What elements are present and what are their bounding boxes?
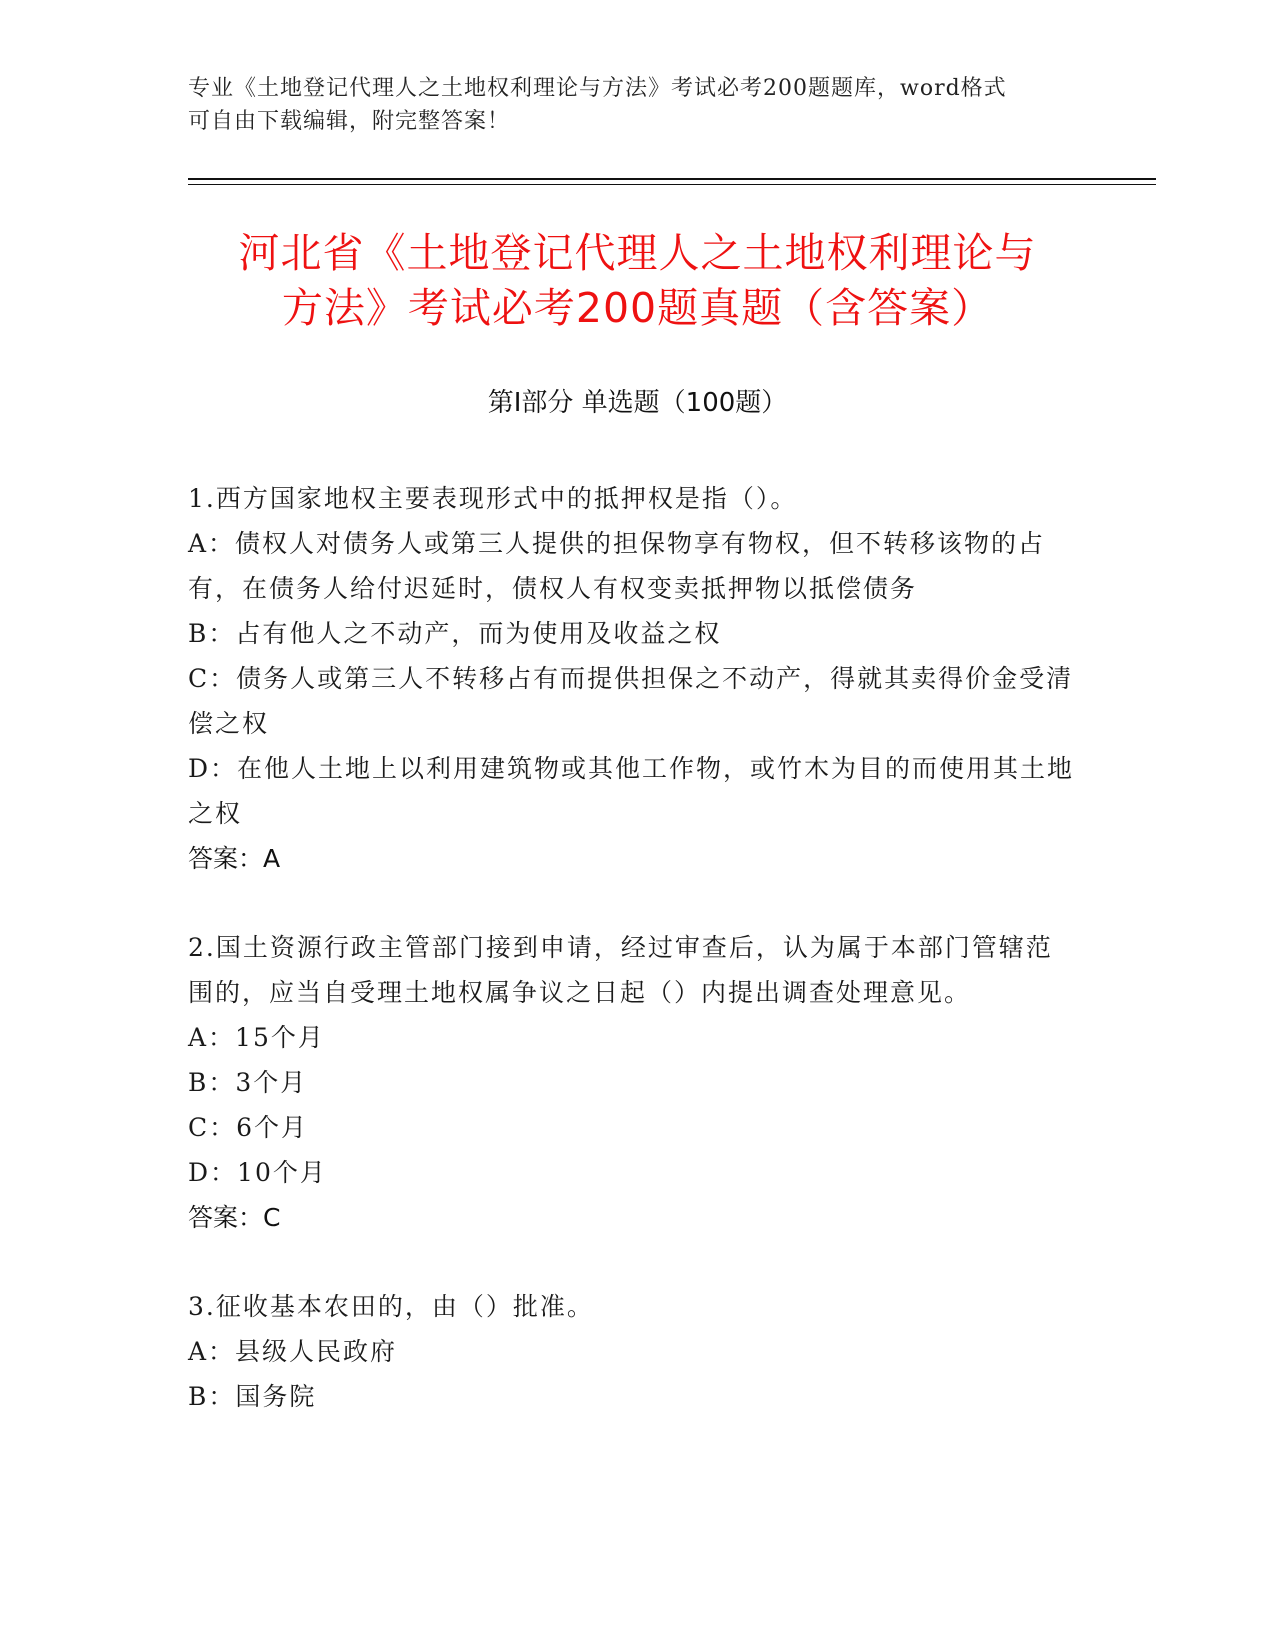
option-c: C：6个月 — [188, 1113, 309, 1142]
document-title — [150, 226, 1125, 336]
header-note-line2: 可自由下载编辑，附完整答案！ — [188, 109, 511, 134]
document-title-line1: 河北省《土地登记代理人之土地权利理论与 — [238, 229, 1037, 277]
section-title: 第Ⅰ部分 单选题（100题） — [487, 388, 788, 418]
option-a: A：县级人民政府 — [188, 1337, 398, 1366]
question-stem: 3.征收基本农田的，由（）批准。 — [188, 1292, 594, 1321]
question-answer: 答案：C — [188, 1203, 281, 1232]
option-b: B：占有他人之不动产，而为使用及收益之权 — [188, 619, 722, 648]
question-stem: 2.国土资源行政主管部门接到申请，经过审查后，认为属于本部门管辖范围的，应当自受理土地权属争议之日起（）内提出调查处理意见。 — [188, 933, 1053, 1007]
option-a: A：债权人对债务人或第三人提供的担保物享有物权，但不转移该物的占有，在债务人给付迟延时，债权人有权变卖抵押物以抵偿债务 — [188, 529, 1046, 603]
question-answer: 答案：A — [188, 844, 281, 873]
header-divider-thin — [188, 184, 1156, 185]
question-3 — [188, 1284, 1078, 1419]
question-1 — [188, 476, 1078, 881]
question-list — [188, 476, 1078, 1419]
option-d: D：在他人土地上以利用建筑物或其他工作物，或竹木为目的而使用其土地之权 — [188, 754, 1075, 828]
header-divider-thick — [188, 178, 1156, 180]
option-b: B：国务院 — [188, 1382, 317, 1411]
option-b: B：3个月 — [188, 1068, 308, 1097]
header-note — [188, 72, 1078, 138]
question-2 — [188, 925, 1078, 1240]
document-title-line2: 方法》考试必考200题真题（含答案） — [281, 284, 994, 332]
header-note-line1: 专业《土地登记代理人之土地权利理论与方法》考试必考200题题库，word格式 — [188, 76, 1007, 101]
option-d: D：10个月 — [188, 1158, 327, 1187]
option-c: C：债务人或第三人不转移占有而提供担保之不动产，得就其卖得价金受清偿之权 — [188, 664, 1074, 738]
question-stem: 1.西方国家地权主要表现形式中的抵押权是指（）。 — [188, 484, 798, 513]
option-a: A：15个月 — [188, 1023, 325, 1052]
